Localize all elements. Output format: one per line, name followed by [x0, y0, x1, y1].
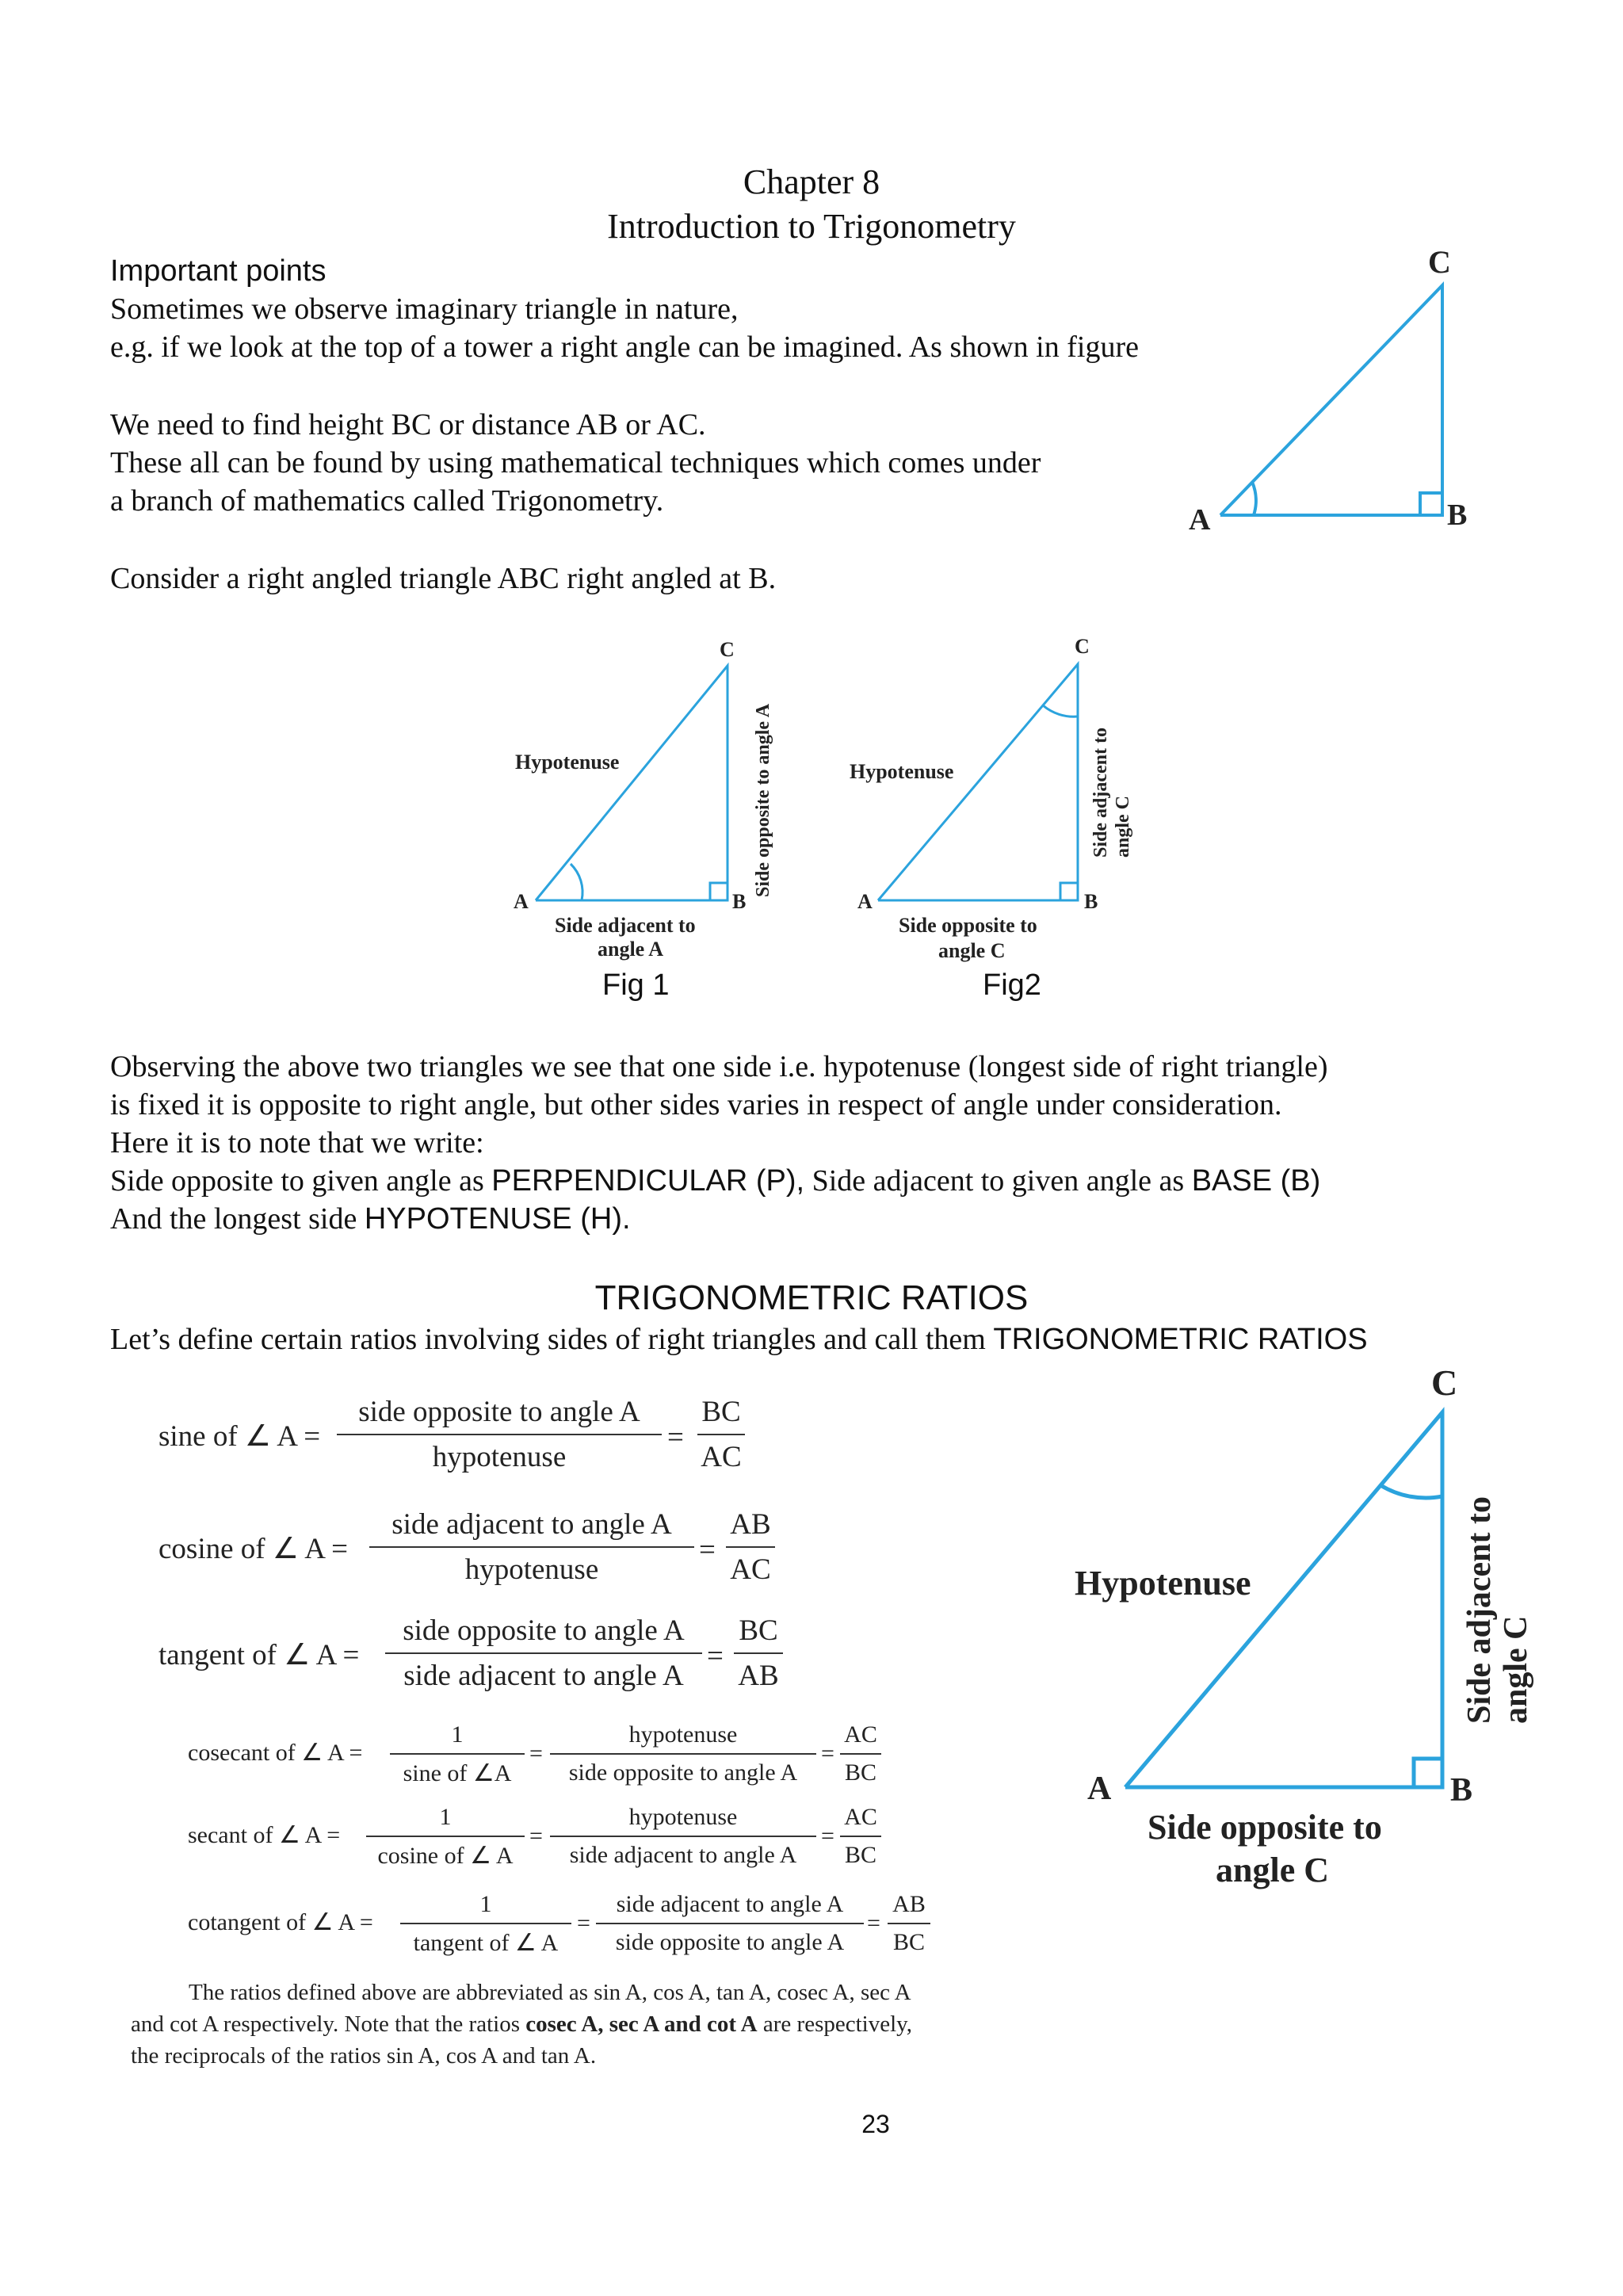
- tangent-equals: =: [707, 1640, 724, 1672]
- opposite-side-label-2: angle C: [1216, 1851, 1329, 1889]
- vertex-a-label: A: [1189, 503, 1211, 537]
- tangent-result-num: BC: [739, 1614, 778, 1647]
- cotangent-label: cotangent of ∠ A =: [188, 1909, 373, 1935]
- sine-result-num: BC: [701, 1396, 741, 1428]
- intro-line-3: We need to find height BC or distance AB or AC.: [110, 408, 706, 441]
- observe-line-5-a: And the longest side: [110, 1202, 365, 1236]
- perpendicular-term: PERPENDICULAR (P),: [491, 1164, 805, 1198]
- hypotenuse-label: Hypotenuse: [850, 760, 954, 783]
- reciprocal-terms: cosec A, sec A and cot A: [525, 2011, 758, 2037]
- vertex-c-label: C: [1428, 244, 1451, 280]
- tangent-result-den: AB: [738, 1660, 779, 1692]
- note-line-1: The ratios defined above are abbreviated as sin A, cos A, tan A, cosec A, sec A: [189, 1980, 911, 2005]
- sine-numerator: side opposite to angle A: [358, 1396, 640, 1428]
- right-angle-mark: [710, 883, 727, 900]
- fig1-triangle: [507, 634, 792, 967]
- fig2-triangle: [840, 634, 1157, 967]
- intro-line-4: These all can be found by using mathematical techniques which comes under: [110, 446, 1041, 479]
- vertex-b-label: B: [1447, 499, 1468, 532]
- triangle-outline: [1220, 285, 1442, 515]
- observe-line-3: Here it is to note that we write:: [110, 1126, 484, 1159]
- observe-line-5: [110, 1200, 631, 1238]
- right-angle-mark: [1420, 493, 1442, 515]
- adjacent-side-label-1: Side adjacent to: [1090, 728, 1111, 858]
- vertex-c-label: C: [1075, 635, 1090, 658]
- tower-triangle-figure: [1173, 238, 1490, 539]
- observe-line-4: [110, 1162, 1320, 1200]
- angle-arc: [1043, 705, 1078, 716]
- vertex-b-label: B: [1084, 890, 1098, 913]
- large-triangle-figure: [1062, 1363, 1553, 1902]
- cotangent-fraction-1: 1 tangent of ∠ A: [400, 1891, 571, 1957]
- cotangent-result: AB BC: [888, 1891, 930, 1956]
- secant-fraction-2: hypotenuse side adjacent to angle A: [550, 1804, 816, 1869]
- sine-result: [697, 1395, 745, 1474]
- observe-line-4-c: Side adjacent to given angle as: [804, 1164, 1192, 1198]
- tangent-result: [734, 1614, 783, 1693]
- intro-line-1: Sometimes we observe imaginary triangle in nature,: [110, 292, 739, 326]
- observe-line-4-a: Side opposite to given angle as: [110, 1164, 492, 1198]
- right-angle-mark: [1060, 883, 1078, 900]
- vertex-c-label: C: [720, 638, 735, 661]
- vertex-a-label: A: [514, 890, 529, 913]
- intro-line-6: Consider a right angled triangle ABC right angled at B.: [110, 562, 777, 595]
- fig2-caption: Fig2: [983, 968, 1041, 1002]
- angle-arc: [571, 864, 582, 900]
- trig-ratios-intro-a: Let’s define certain ratios involving sides of right triangles and call them: [110, 1323, 994, 1356]
- cosine-denominator: hypotenuse: [464, 1553, 599, 1586]
- intro-line-2: e.g. if we look at the top of a tower a right angle can be imagined. As shown in figure: [110, 330, 1139, 364]
- vertex-a-label: A: [1087, 1771, 1112, 1807]
- sine-fraction: [337, 1395, 662, 1474]
- opposite-side-label-1: Side opposite to: [899, 914, 1037, 937]
- vertex-a-label: A: [857, 890, 873, 913]
- sine-result-den: AC: [701, 1441, 742, 1473]
- chapter-number: Chapter 8: [743, 162, 880, 201]
- cosine-fraction: [369, 1507, 694, 1587]
- vertex-b-label: B: [732, 890, 747, 913]
- angle-arc: [1381, 1485, 1442, 1498]
- cosecant-fraction-2: hypotenuse side opposite to angle A: [550, 1721, 816, 1786]
- base-term: BASE (B): [1191, 1164, 1321, 1198]
- vertex-b-label: B: [1450, 1772, 1473, 1809]
- observe-line-2: is fixed it is opposite to right angle, but other sides varies in respect of angle under consideration.: [110, 1088, 1282, 1121]
- opposite-side-label-2: angle C: [938, 939, 1006, 962]
- adjacent-side-label-1: Side adjacent to: [555, 914, 696, 937]
- hypotenuse-term: HYPOTENUSE (H).: [364, 1202, 631, 1236]
- tangent-denominator: side adjacent to angle A: [403, 1660, 684, 1692]
- cosine-result-num: AB: [730, 1508, 771, 1541]
- fig1-caption: Fig 1: [602, 968, 670, 1002]
- chapter-title: Introduction to Trigonometry: [607, 207, 1016, 246]
- vertex-c-label: C: [1431, 1363, 1458, 1403]
- opposite-side-label: Side opposite to angle A: [753, 703, 773, 897]
- intro-line-5: a branch of mathematics called Trigonometry.: [110, 484, 664, 518]
- trig-ratios-intro: [110, 1320, 1368, 1358]
- secant-result: AC BC: [840, 1804, 881, 1869]
- cosine-result-den: AC: [730, 1553, 771, 1586]
- observe-line-1: Observing the above two triangles we see that one side i.e. hypotenuse (longest side of right triangle): [110, 1050, 1328, 1083]
- adjacent-side-label-2: angle A: [598, 938, 664, 961]
- cosecant-result: AC BC: [840, 1721, 881, 1786]
- opposite-side-label-1: Side opposite to: [1148, 1808, 1382, 1847]
- sine-equals: =: [667, 1421, 684, 1454]
- adjacent-side-label-2: angle C: [1498, 1615, 1534, 1724]
- tangent-label: tangent of ∠ A =: [158, 1639, 360, 1671]
- cotangent-fraction-2: side adjacent to angle A side opposite to angle A: [596, 1891, 864, 1956]
- cosine-equals: =: [699, 1534, 716, 1566]
- right-angle-mark: [1414, 1759, 1442, 1787]
- cosine-numerator: side adjacent to angle A: [391, 1508, 672, 1541]
- adjacent-side-label-1: Side adjacent to: [1461, 1496, 1498, 1724]
- adjacent-side-label-2: angle C: [1113, 796, 1133, 858]
- cosine-result: [726, 1507, 775, 1587]
- important-points-heading: Important points: [110, 254, 327, 288]
- hypotenuse-label: Hypotenuse: [1075, 1564, 1251, 1603]
- secant-fraction-1: 1 cosine of ∠ A: [366, 1804, 525, 1870]
- cosine-label: cosine of ∠ A =: [158, 1533, 349, 1565]
- sine-denominator: hypotenuse: [432, 1441, 567, 1473]
- angle-arc: [1252, 482, 1256, 515]
- page-number: 23: [861, 2110, 890, 2138]
- note-line-2: and cot A respectively. Note that the ratios cosec A, sec A and cot A are respectively,: [131, 2011, 913, 2037]
- secant-label: secant of ∠ A =: [188, 1822, 341, 1848]
- sine-label: sine of ∠ A =: [158, 1420, 321, 1453]
- trig-ratios-heading: TRIGONOMETRIC RATIOS: [594, 1278, 1029, 1317]
- tangent-fraction: [385, 1614, 702, 1693]
- trig-ratios-term: TRIGONOMETRIC RATIOS: [993, 1323, 1368, 1356]
- cosecant-fraction-1: 1 sine of ∠A: [390, 1721, 525, 1787]
- note-line-3: the reciprocals of the ratios sin A, cos A and tan A.: [131, 2043, 597, 2069]
- hypotenuse-label: Hypotenuse: [515, 751, 620, 774]
- triangle-outline: [536, 666, 727, 900]
- tangent-numerator: side opposite to angle A: [403, 1614, 685, 1647]
- cosecant-label: cosecant of ∠ A =: [188, 1740, 363, 1766]
